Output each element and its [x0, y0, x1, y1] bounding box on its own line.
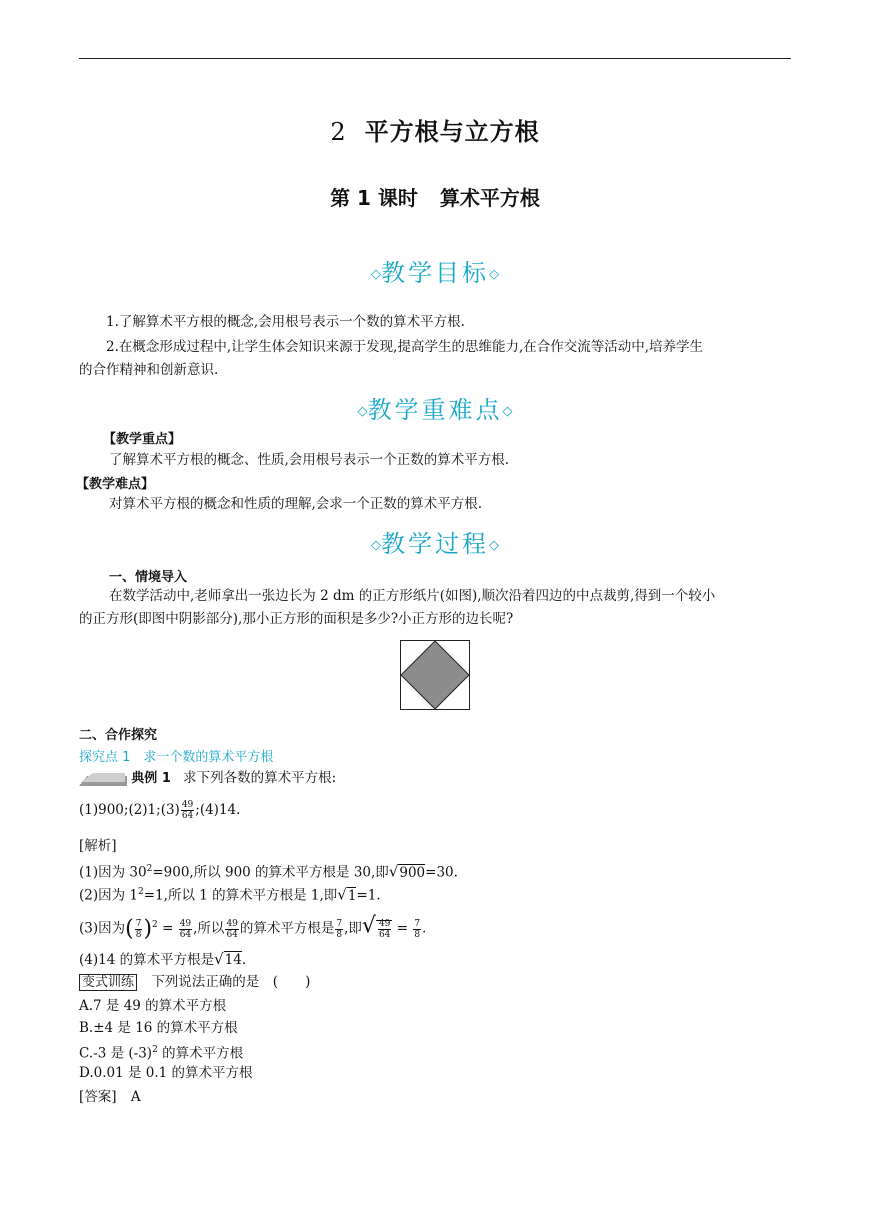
superscript: 2 — [138, 887, 144, 897]
goal-item-2 — [79, 335, 791, 360]
radicand — [376, 918, 392, 940]
goal-item-2-line2: 的合作精神和创新意识. — [79, 362, 219, 378]
part1-text-line1: 在数学活动中,老师拿出一张边长为 2 dm 的正方形纸片(如图),顺次沿着四边的中点裁剪,得到一个较小 — [109, 588, 716, 604]
frac-numerator: 7 — [414, 918, 421, 929]
variant-label: 变式训练 — [79, 974, 137, 991]
fraction-49-64 — [181, 800, 194, 821]
frac-denominator: 8 — [336, 929, 343, 940]
superscript: 2 — [152, 920, 158, 930]
chapter-name: 平方根与立方根 — [364, 118, 540, 146]
frac-numerator: 49 — [181, 800, 194, 810]
frac-denominator: 64 — [226, 929, 238, 940]
sol3-a: (3)因为 — [79, 920, 126, 937]
analysis-label: [解析] — [79, 838, 117, 854]
option-c-a: C.-3 是 (-3) — [79, 1045, 153, 1062]
frac-numerator: 49 — [226, 918, 238, 929]
radical-icon: √ — [337, 885, 347, 904]
solution-3 — [79, 913, 426, 942]
example-1 — [79, 766, 336, 791]
section-process-heading — [0, 524, 870, 559]
lesson-number: 第 1 课时 — [330, 186, 418, 210]
radical-icon: √ — [388, 862, 399, 881]
sol3-d: ,即 — [344, 920, 362, 937]
superscript: 2 — [152, 1045, 158, 1055]
variant-question: 下列说法正确的是 ( ) — [151, 974, 311, 990]
paren: ( — [125, 916, 134, 942]
section-keypoints-heading — [0, 390, 870, 425]
variant-training — [79, 970, 310, 995]
frac-numerator: 7 — [135, 918, 142, 929]
paren: ) — [143, 916, 153, 942]
diamond-icon: ◇ — [371, 267, 381, 282]
part1-text-line2: 的正方形(即图中阴影部分),那小正方形的面积是多少?小正方形的边长呢? — [79, 611, 514, 627]
sol1-a: (1)因为 30 — [79, 864, 147, 881]
example-label: 典例 1 — [131, 771, 171, 786]
example-banner-icon — [79, 772, 127, 786]
sol2-b: =1,所以 1 的算术平方根是 1,即 — [143, 887, 338, 904]
sol2-a: (2)因为 1 — [79, 887, 139, 904]
difficulty-label: 【教学难点】 — [76, 477, 155, 492]
difficulty-text: 对算术平方根的概念和性质的理解,会求一个正数的算术平方根. — [109, 496, 483, 512]
radical-icon: √ — [214, 950, 224, 968]
diamond-icon: ◇ — [502, 404, 513, 419]
fraction-7-8 — [335, 919, 343, 940]
section-process-title: 教学过程 — [381, 530, 489, 558]
fraction-7-8 — [135, 919, 143, 940]
goal-item-2-line1: 2.在概念形成过程中,让学生体会知识来源于发现,提高学生的思维能力,在合作交流等活动中,培养学生 — [106, 339, 704, 355]
example-items-end: ;(4)14. — [195, 802, 241, 818]
answer-value: A — [130, 1089, 141, 1105]
example-items — [79, 798, 240, 823]
frac-denominator: 8 — [135, 929, 142, 940]
option-a: A.7 是 49 的算术平方根 — [79, 998, 227, 1014]
diamond-icon: ◇ — [357, 404, 368, 419]
section-goals-title: 教学目标 — [381, 259, 489, 287]
radical-icon: √ — [361, 913, 376, 939]
option-d: D.0.01 是 0.1 的算术平方根 — [79, 1065, 253, 1081]
fraction-49-64 — [378, 919, 391, 940]
diamond-icon: ◇ — [371, 538, 381, 553]
diamond-icon: ◇ — [489, 538, 499, 553]
radicand: 14 — [224, 952, 242, 968]
answer — [79, 1085, 141, 1110]
option-c-b: 的算术平方根 — [157, 1045, 244, 1062]
focus-label: 【教学重点】 — [103, 432, 182, 447]
part1-title: 一、情境导入 — [109, 570, 188, 585]
explore-point-1: 探究点 1 求一个数的算术平方根 — [79, 750, 274, 765]
period: . — [422, 920, 427, 937]
frac-numerator: 49 — [179, 918, 192, 929]
header-rule — [79, 58, 791, 59]
equals: = — [162, 920, 174, 937]
option-b: B.±4 是 16 的算术平方根 — [79, 1020, 238, 1036]
fraction-49-64 — [225, 919, 238, 940]
lesson-name: 算术平方根 — [439, 186, 540, 210]
sol4-b: . — [241, 952, 247, 968]
section-keypoints-title: 教学重难点 — [367, 396, 503, 424]
frac-numerator: 7 — [336, 918, 343, 929]
frac-denominator: 64 — [179, 929, 192, 940]
fraction-49-64 — [179, 919, 192, 940]
sol1-c: =30. — [425, 864, 458, 881]
lesson-title — [0, 182, 870, 211]
diamond-icon: ◇ — [489, 267, 499, 282]
frac-numerator: 49 — [378, 918, 391, 929]
answer-label: [答案] — [79, 1089, 117, 1105]
frac-denominator: 64 — [378, 929, 391, 940]
frac-denominator: 8 — [414, 929, 421, 940]
sol1-b: =900,所以 900 的算术平方根是 30,即 — [152, 864, 389, 881]
example-items-start: (1)900;(2)1;(3) — [79, 802, 180, 818]
sol3-b: ,所以 — [193, 920, 225, 937]
focus-text: 了解算术平方根的概念、性质,会用根号表示一个正数的算术平方根. — [109, 452, 510, 468]
radicand: 1 — [347, 887, 357, 904]
fraction-7-8 — [413, 919, 421, 940]
sol4-a: (4)14 的算术平方根是 — [79, 952, 215, 968]
square-figure — [400, 640, 470, 710]
example-text: 求下列各数的算术平方根: — [183, 770, 337, 786]
part2-title: 二、合作探究 — [79, 728, 158, 743]
solution-2 — [79, 880, 381, 909]
sol3-c: 的算术平方根是 — [239, 920, 335, 937]
radicand: 900 — [399, 864, 426, 881]
chapter-number: 2 — [330, 118, 347, 146]
frac-denominator: 64 — [181, 811, 194, 821]
goal-item-1: 1.了解算术平方根的概念,会用根号表示一个数的算术平方根. — [106, 314, 465, 330]
superscript: 2 — [146, 864, 153, 874]
equals: = — [396, 920, 409, 937]
sol2-c: =1. — [356, 887, 381, 904]
chapter-title — [0, 112, 870, 147]
section-goals-heading — [0, 253, 870, 288]
